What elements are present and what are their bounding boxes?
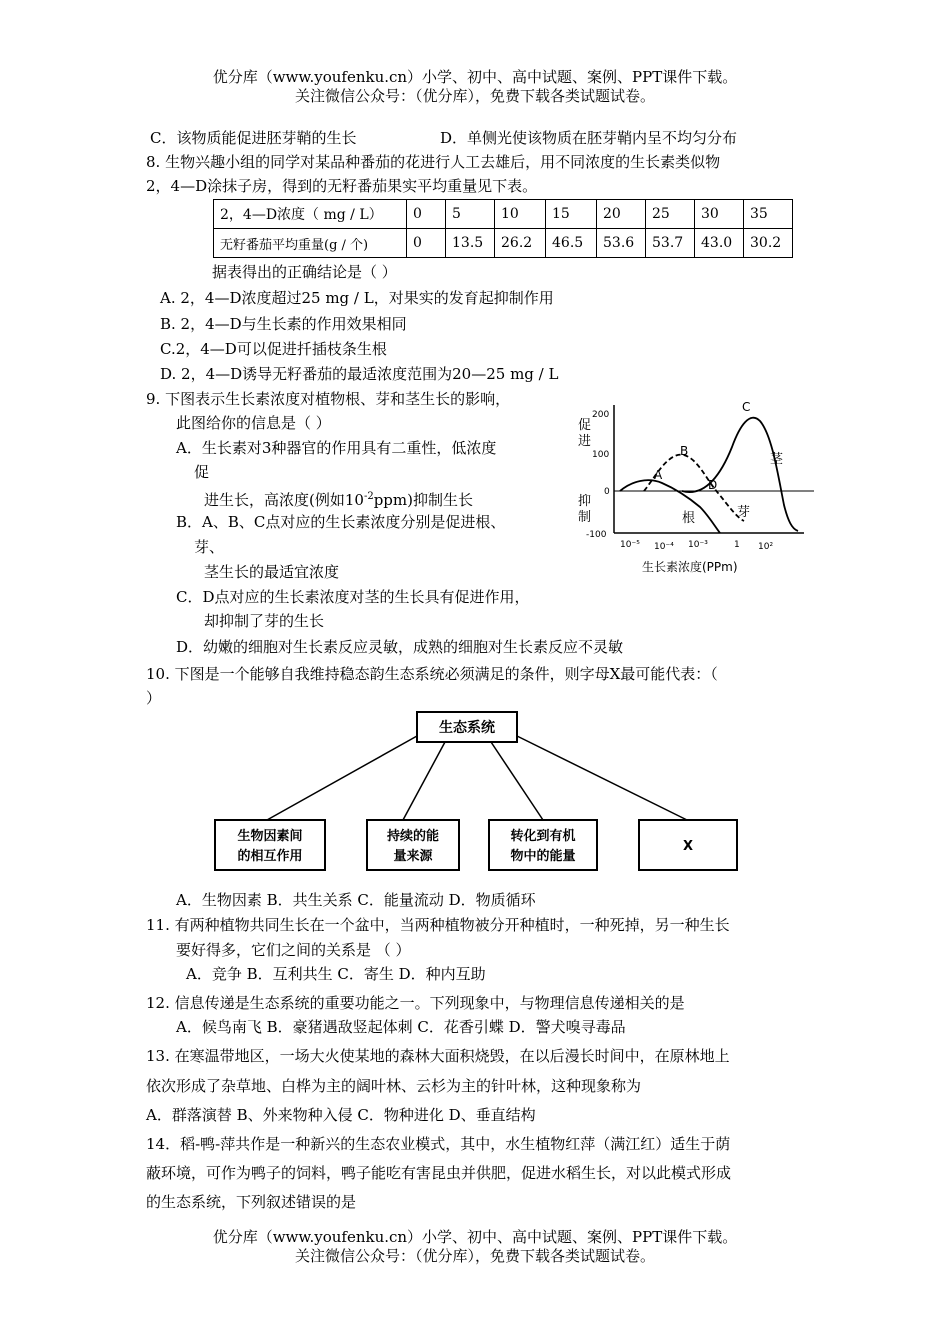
- q9-option-b-1: B．A、B、C点对应的生长素浓度分别是促进根、: [176, 513, 506, 531]
- table-cell: 30.2: [744, 229, 793, 258]
- q8-prompt: 据表得出的正确结论是（ ）: [212, 263, 397, 281]
- point-label-a: A: [654, 468, 663, 482]
- q12-stem: 12. 信息传递是生态系统的重要功能之一。下列现象中，与物理信息传递相关的是: [146, 994, 685, 1012]
- table-cell: 20: [597, 200, 646, 229]
- box-1-line-1: 生物因素间: [237, 829, 303, 844]
- q9-option-a-3-sup: -2: [363, 491, 374, 502]
- x-tick-label: 1: [734, 540, 740, 550]
- q14-stem-2: 蔽环境，可作为鸭子的饲料，鸭子能吃有害昆虫并供肥，促进水稻生长，对以此模式形成: [146, 1164, 732, 1182]
- q10-options: A．生物因素 B．共生关系 C．能量流动 D．物质循环: [176, 891, 536, 909]
- table-cell: 30: [695, 200, 744, 229]
- q13-options: A．群落演替 B、外来物种入侵 C．物种进化 D、垂直结构: [146, 1106, 536, 1124]
- q13-stem-2: 依次形成了杂草地、白桦为主的阔叶林、云杉为主的针叶林，这种现象称为: [146, 1077, 642, 1095]
- x-tick-label: 10²: [758, 542, 774, 552]
- q8-stem-2: 2，4—D涂抹子房，得到的无籽番茄果实平均重量见下表。: [146, 177, 538, 195]
- y-tick-label: 100: [592, 450, 610, 460]
- y-tick-label: -100: [586, 530, 607, 540]
- connector: [517, 736, 687, 820]
- box-3-line-2: 物中的能量: [510, 849, 576, 864]
- q12-options: A．候鸟南飞 B．豪猪遇敌竖起体刺 C．花香引蝶 D．警犬嗅寻毒品: [176, 1018, 626, 1036]
- q8-option-b: B. 2，4—D与生长素的作用效果相同: [160, 315, 407, 333]
- q9-option-a-2: 促: [194, 463, 210, 481]
- table-cell: 15: [546, 200, 597, 229]
- table-cell: 35: [744, 200, 793, 229]
- box-1-line-2: 的相互作用: [237, 849, 303, 864]
- table-row: [214, 200, 793, 229]
- q8-data-table: [213, 199, 793, 258]
- ecosystem-diagram: [205, 700, 745, 880]
- table-cell: 10: [495, 200, 546, 229]
- table-cell: 0: [407, 200, 446, 229]
- box-2-line-1: 持续的能: [386, 829, 440, 844]
- point-label-d: D: [708, 478, 718, 492]
- header-line-1: 优分库（www.youfenku.cn）小学、初中、高中试题、案例、PPT课件下载。: [212, 68, 738, 86]
- q8-option-d: D. 2，4—D诱导无籽番茄的最适浓度范围为20—25 mg / L: [160, 365, 559, 383]
- q9-stem-2: 此图给你的信息是（ ）: [176, 414, 331, 432]
- table-cell: 13.5: [446, 229, 495, 258]
- box-x-label: X: [682, 839, 694, 854]
- box-2-line-2: 量来源: [393, 849, 433, 864]
- q7-option-d: D．单侧光使该物质在胚芽鞘内呈不均匀分布: [440, 129, 738, 147]
- footer-line-1: 优分库（www.youfenku.cn）小学、初中、高中试题、案例、PPT课件下载。: [212, 1228, 738, 1246]
- y-tick-label: 200: [592, 410, 610, 420]
- root-box-label: 生态系统: [439, 720, 495, 736]
- q10-stem-2: ）: [146, 689, 162, 707]
- q9-stem-1: 9. 下图表示生长素浓度对植物根、芽和茎生长的影响，: [146, 390, 511, 408]
- table-cell: 0: [407, 229, 446, 258]
- footer-line-2: 关注微信公众号：（优分库），免费下载各类试题试卷。: [294, 1247, 655, 1265]
- point-label-b: B: [680, 444, 689, 458]
- table-cell: 25: [646, 200, 695, 229]
- connector: [267, 736, 417, 820]
- q8-stem-1: 8. 生物兴趣小组的同学对某品种番茄的花进行人工去雄后，用不同浓度的生长素类似物: [146, 153, 721, 171]
- q9-option-c-2: 却抑制了芽的生长: [204, 612, 325, 630]
- q14-stem-1: 14．稻-鸭-萍共作是一种新兴的生态农业模式，其中，水生植物红萍（满江红）适生于荫: [146, 1135, 731, 1153]
- q11-stem-1: 11. 有两种植物共同生长在一个盆中，当两种植物被分开种植时，一种死掉，另一种生长: [146, 916, 730, 934]
- y-label-inhibit-char: 制: [578, 510, 592, 525]
- x-tick-label: 10⁻⁴: [654, 542, 674, 552]
- table-cell: 43.0: [695, 229, 744, 258]
- table-cell: 5: [446, 200, 495, 229]
- table-row: [214, 229, 793, 258]
- table-cell: 53.7: [646, 229, 695, 258]
- q8-option-c: C.2，4—D可以促进扦插枝条生根: [160, 340, 387, 358]
- connector: [491, 742, 543, 820]
- q9-option-b-2: 芽、: [194, 538, 225, 556]
- q9-option-a-3: [204, 487, 473, 510]
- q9-option-a-1: A．生长素对3种器官的作用具有二重性，低浓度: [176, 439, 497, 457]
- q9-option-a-3-post: ppm)抑制生长: [373, 491, 473, 509]
- q10-stem-1: 10. 下图是一个能够自我维持稳态韵生态系统必须满足的条件，则字母X最可能代表：（: [146, 665, 718, 683]
- label-stem: 茎: [770, 452, 784, 467]
- label-bud: 芽: [737, 505, 751, 520]
- box-3-line-1: 转化到有机: [510, 829, 576, 844]
- table-cell: 2，4—D浓度（ mg / L）: [214, 200, 407, 229]
- q13-stem-1: 13. 在寒温带地区，一场大火使某地的森林大面积烧毁，在以后漫长时间中，在原林地上: [146, 1047, 730, 1065]
- y-label-inhibit-char: 抑: [578, 494, 592, 509]
- y-label-promote-char: 进: [578, 434, 592, 449]
- table-cell: 无籽番茄平均重量(g / 个): [214, 229, 407, 258]
- q9-option-b-3: 茎生长的最适宜浓度: [204, 563, 340, 581]
- x-tick-label: 10⁻⁵: [620, 540, 640, 550]
- table-cell: 53.6: [597, 229, 646, 258]
- q7-option-c: C．该物质能促进胚芽鞘的生长: [150, 129, 357, 147]
- connector: [403, 742, 445, 820]
- x-axis-title: 生长素浓度(PPm): [642, 560, 738, 574]
- q11-options: A．竞争 B．互利共生 C．寄生 D．种内互助: [186, 965, 486, 983]
- q14-stem-3: 的生态系统，下列叙述错误的是: [146, 1193, 357, 1211]
- header-line-2: 关注微信公众号：（优分库），免费下载各类试题试卷。: [294, 87, 655, 105]
- point-label-c: C: [742, 400, 751, 414]
- q8-option-a: A. 2，4—D浓度超过25 mg / L，对果实的发育起抑制作用: [160, 289, 554, 307]
- q9-option-d: D．幼嫩的细胞对生长素反应灵敏，成熟的细胞对生长素反应不灵敏: [176, 638, 624, 656]
- growth-hormone-chart: [572, 393, 822, 585]
- q9-option-a-3-pre: 进生长，高浓度(例如10: [204, 491, 364, 509]
- q9-option-c-1: C．D点对应的生长素浓度对茎的生长具有促进作用，: [176, 588, 530, 606]
- y-label-promote-char: 促: [578, 418, 592, 433]
- x-tick-label: 10⁻³: [688, 540, 708, 550]
- table-cell: 46.5: [546, 229, 597, 258]
- q11-stem-2: 要好得多，它们之间的关系是 （ ）: [176, 941, 411, 959]
- label-root: 根: [682, 511, 696, 526]
- y-tick-label: 0: [604, 487, 610, 497]
- table-cell: 26.2: [495, 229, 546, 258]
